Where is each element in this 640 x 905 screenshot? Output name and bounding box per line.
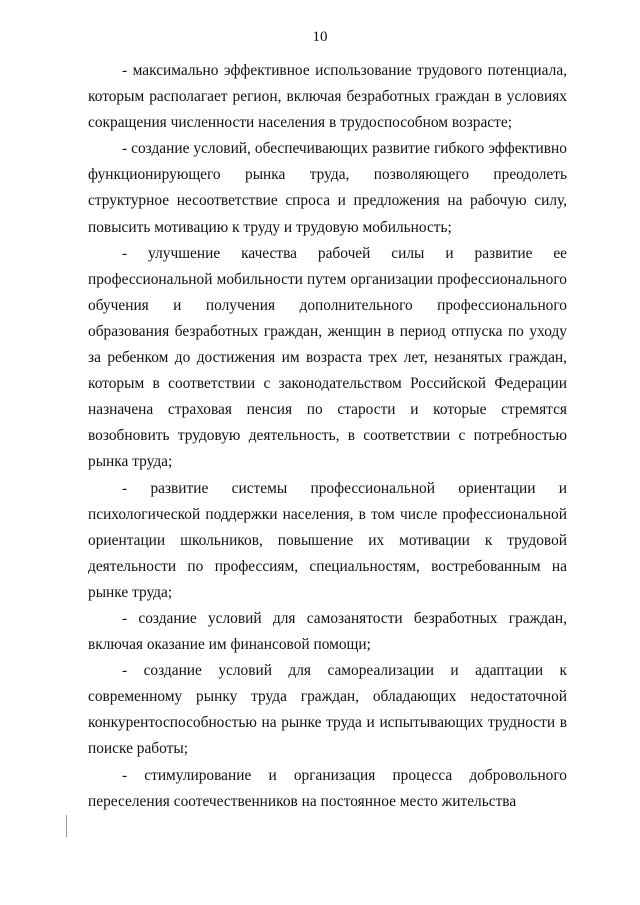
paragraph-labor-potential: - максимально эффективное использование трудового потенциала, которым располагает регион, включая безработных граждан в условиях сокращения численности населения в трудоспособном возрасте; bbox=[88, 62, 567, 132]
paragraph-career-guidance: - развитие системы профессиональной ориентации и психологической поддержки населения, в том числе профессиональной ориентации школьников, повышение их мотивации к трудовой деятельности по профессиям, специальностям, востребованным на рынке труда; bbox=[88, 479, 567, 601]
page-number: 10 bbox=[312, 29, 328, 45]
paragraph-self-realization: - создание условий для самореализации и адаптации к современному рынку труда граждан, обладающих недостаточной конкурентоспособностью на рынке труда и испытывающих трудности в поиске работы; bbox=[88, 662, 567, 758]
paragraph-resettlement: - стимулирование и организация процесса добровольного переселения соотечественников на постоянное место жительства bbox=[88, 766, 567, 810]
paragraph-flexible-market: - создание условий, обеспечивающих развитие гибкого эффективно функционирующего рынка труда, позволяющего преодолеть структурное несоответствие спроса и предложения на рабочую силу, повысить мотивацию к труду и трудовую мобильность; bbox=[88, 140, 567, 236]
document-body bbox=[88, 58, 567, 815]
paragraph-self-employment: - создание условий для самозанятости безработных граждан, включая оказание им финансовой помощи; bbox=[88, 609, 567, 654]
scan-edge-mark bbox=[66, 815, 67, 837]
paragraph-workforce-quality: - улучшение качества рабочей силы и развитие ее профессиональной мобильности путем организации профессионального обучения и получения дополнительного профессионального образования безработных граждан, женщин в период отпуска по уходу за ребенком до достижения им возраста трех лет, незанятых граждан, которым в соответствии с законодательством Российской Федерации назначена страховая пенсия по старости и которые стремятся возобновить трудовую деятельность, в соответствии с потребностью рынка труда; bbox=[88, 244, 567, 471]
